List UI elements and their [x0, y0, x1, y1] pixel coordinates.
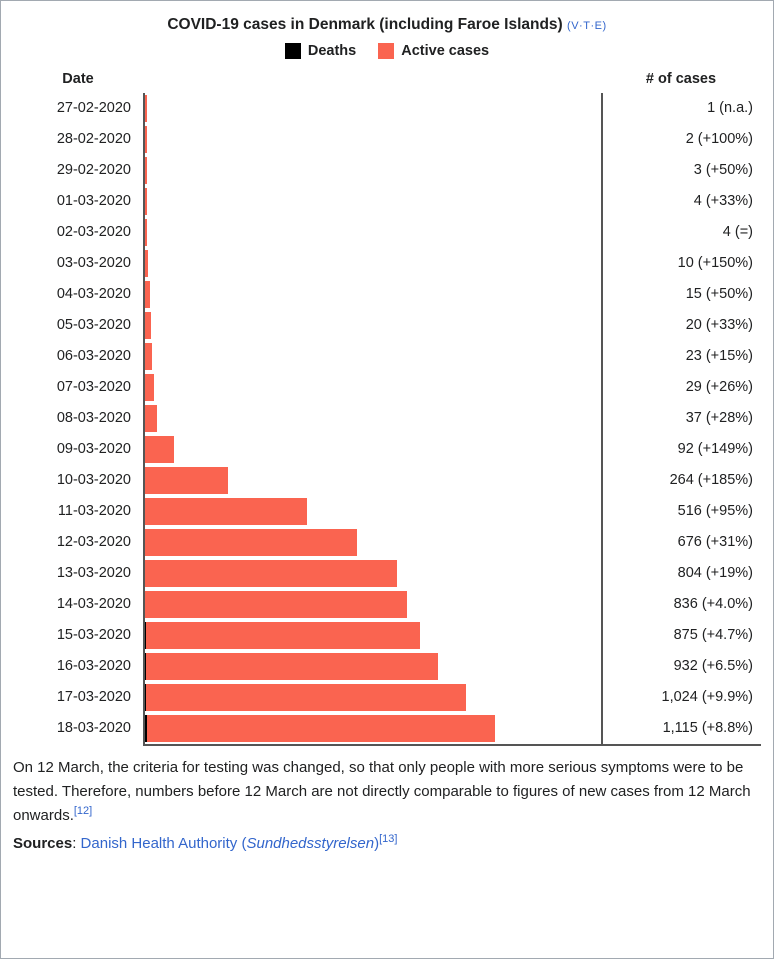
- vte-separator-2: ·: [590, 20, 595, 32]
- row-bar-area: [143, 124, 601, 155]
- row-date-label: 05-03-2020: [56, 317, 131, 334]
- bar-segment-active-cases: [146, 653, 437, 680]
- chart-row: [13, 155, 761, 186]
- column-header-cases: # of cases: [645, 71, 717, 88]
- sources-reference-13[interactable]: [13]: [379, 833, 398, 846]
- row-date-label: 08-03-2020: [56, 410, 131, 427]
- row-bar-wrap: [145, 281, 150, 308]
- row-cases-label: 516 (+95%): [601, 496, 761, 527]
- vte-links[interactable]: [567, 20, 607, 32]
- bar-segment-active-cases: [145, 126, 147, 153]
- row-bar-area: [143, 186, 601, 217]
- row-bar-wrap: [145, 188, 147, 215]
- row-cases-label: 29 (+26%): [601, 372, 761, 403]
- chart-row: [13, 651, 761, 682]
- bar-segment-active-cases: [145, 498, 307, 525]
- legend-item-active-cases: [378, 43, 489, 59]
- bar-segment-active-cases: [145, 374, 154, 401]
- row-date-label: 03-03-2020: [56, 255, 131, 272]
- row-cases-label: 264 (+185%): [601, 465, 761, 496]
- row-bar-area: [143, 465, 601, 496]
- row-bar-area: [143, 310, 601, 341]
- row-bar-wrap: [145, 312, 151, 339]
- bar-segment-active-cases: [145, 343, 152, 370]
- chart-title: COVID-19 cases in Denmark (including Faroe Islands): [167, 16, 563, 33]
- chart-row: [13, 217, 761, 248]
- row-bar-area: [143, 682, 601, 713]
- bar-segment-active-cases: [146, 622, 420, 649]
- sources-label: Sources: [13, 835, 73, 853]
- row-bar-wrap: [145, 95, 147, 122]
- bar-segment-active-cases: [145, 157, 147, 184]
- column-header-spacer: [143, 71, 601, 87]
- row-date-label: 29-02-2020: [56, 162, 131, 179]
- row-cases-label: 15 (+50%): [601, 279, 761, 310]
- row-bar-wrap: [145, 622, 420, 649]
- row-date-label: 13-03-2020: [56, 565, 131, 582]
- chart-sources: [13, 831, 761, 856]
- row-bar-wrap: [145, 529, 357, 556]
- row-bar-area: [143, 496, 601, 527]
- vte-open-paren: (: [567, 20, 572, 32]
- row-date-label: 06-03-2020: [56, 348, 131, 365]
- row-date-label: 01-03-2020: [56, 193, 131, 210]
- chart-row: [13, 279, 761, 310]
- bar-segment-active-cases: [145, 591, 407, 618]
- footnote-text: On 12 March, the criteria for testing was changed, so that only people with more serious symptoms were to be tested. Therefore, numbers before 12 March are not directly comparable to figures of new cases from 12 March onwards.: [13, 759, 751, 824]
- source-link-danish-health-authority[interactable]: [81, 835, 380, 852]
- chart-row: [13, 434, 761, 465]
- row-date-label: 07-03-2020: [56, 379, 131, 396]
- chart-baseline-axis: [143, 744, 761, 746]
- bar-segment-active-cases: [145, 529, 357, 556]
- chart-row: [13, 682, 761, 713]
- row-cases-label: 804 (+19%): [601, 558, 761, 589]
- row-bar-area: [143, 713, 601, 744]
- bar-segment-active-cases: [145, 219, 147, 246]
- row-date-label: 02-03-2020: [56, 224, 131, 241]
- bar-segment-active-cases: [145, 405, 157, 432]
- row-cases-label: 2 (+100%): [601, 124, 761, 155]
- page-title: [13, 11, 761, 34]
- row-date-label: 27-02-2020: [56, 100, 131, 117]
- legend-item-deaths: [285, 43, 356, 59]
- row-bar-wrap: [145, 157, 147, 184]
- chart-row: [13, 372, 761, 403]
- source-link-post: ): [374, 835, 380, 853]
- row-date-label: 14-03-2020: [56, 596, 131, 613]
- sources-colon: :: [72, 835, 81, 853]
- footnote-reference-12[interactable]: [12]: [73, 804, 93, 817]
- row-date-label: 18-03-2020: [56, 720, 131, 737]
- row-bar-wrap: [145, 126, 147, 153]
- row-cases-label: 932 (+6.5%): [601, 651, 761, 682]
- row-cases-label: 23 (+15%): [601, 341, 761, 372]
- row-bar-wrap: [145, 374, 154, 401]
- row-cases-label: 20 (+33%): [601, 310, 761, 341]
- bar-segment-active-cases: [145, 467, 228, 494]
- row-date-label: 12-03-2020: [56, 534, 131, 551]
- row-date-label: 04-03-2020: [56, 286, 131, 303]
- row-date-label: 17-03-2020: [56, 689, 131, 706]
- row-date-label: 09-03-2020: [56, 441, 131, 458]
- row-cases-label: 10 (+150%): [601, 248, 761, 279]
- row-date-label: 11-03-2020: [57, 503, 131, 520]
- row-date-label: 10-03-2020: [56, 472, 131, 489]
- row-bar-area: [143, 434, 601, 465]
- row-cases-label: 4 (=): [601, 217, 761, 248]
- row-bar-wrap: [145, 467, 228, 494]
- row-bar-wrap: [145, 219, 147, 246]
- chart-row: [13, 93, 761, 124]
- row-bar-wrap: [145, 436, 174, 463]
- row-bar-wrap: [145, 653, 438, 680]
- chart-row: [13, 124, 761, 155]
- legend-label-deaths: Deaths: [307, 43, 357, 60]
- chart-row: [13, 620, 761, 651]
- bar-segment-active-cases: [145, 95, 147, 122]
- row-date-label: 28-02-2020: [56, 131, 131, 148]
- edit-link[interactable]: E: [594, 20, 603, 32]
- bar-segment-active-cases: [145, 188, 147, 215]
- row-bar-area: [143, 155, 601, 186]
- row-cases-label: 92 (+149%): [601, 434, 761, 465]
- bar-chart: [13, 93, 761, 744]
- column-headers: [13, 71, 761, 87]
- row-bar-area: [143, 341, 601, 372]
- row-cases-label: 1,024 (+9.9%): [601, 682, 761, 713]
- row-bar-wrap: [145, 343, 152, 370]
- row-bar-area: [143, 93, 601, 124]
- talk-link[interactable]: T: [583, 20, 591, 32]
- column-header-date: Date: [62, 71, 94, 88]
- bar-segment-active-cases: [145, 436, 174, 463]
- row-bar-wrap: [145, 498, 307, 525]
- row-bar-wrap: [145, 684, 466, 711]
- row-bar-area: [143, 279, 601, 310]
- row-bar-area: [143, 217, 601, 248]
- chart-row: [13, 341, 761, 372]
- bar-segment-active-cases: [145, 250, 148, 277]
- row-cases-label: 1 (n.a.): [601, 93, 761, 124]
- row-bar-area: [143, 248, 601, 279]
- chart-footnote: [13, 756, 761, 827]
- row-cases-label: 836 (+4.0%): [601, 589, 761, 620]
- row-bar-area: [143, 403, 601, 434]
- legend-swatch-active-cases: [378, 43, 394, 59]
- row-cases-label: 4 (+33%): [601, 186, 761, 217]
- row-bar-wrap: [145, 405, 157, 432]
- row-cases-label: 37 (+28%): [601, 403, 761, 434]
- row-bar-area: [143, 372, 601, 403]
- row-date-label: 16-03-2020: [56, 658, 131, 675]
- legend-label-active-cases: Active cases: [401, 43, 490, 60]
- row-bar-area: [143, 558, 601, 589]
- legend-swatch-deaths: [285, 43, 301, 59]
- row-bar-area: [143, 620, 601, 651]
- chart-row: [13, 465, 761, 496]
- bar-segment-active-cases: [145, 312, 151, 339]
- source-link-pre: Danish Health Authority (: [80, 835, 247, 853]
- chart-row: [13, 186, 761, 217]
- chart-row: [13, 558, 761, 589]
- bar-segment-active-cases: [145, 281, 150, 308]
- row-bar-area: [143, 527, 601, 558]
- row-cases-label: 875 (+4.7%): [601, 620, 761, 651]
- bar-segment-active-cases: [146, 684, 466, 711]
- chart-row: [13, 713, 761, 744]
- row-bar-wrap: [145, 560, 397, 587]
- chart-row: [13, 589, 761, 620]
- row-cases-label: 1,115 (+8.8%): [601, 713, 761, 744]
- vte-close-paren: ): [602, 20, 607, 32]
- chart-row: [13, 310, 761, 341]
- row-bar-wrap: [145, 250, 148, 277]
- chart-row: [13, 527, 761, 558]
- source-link-italic: Sundhedsstyrelsen: [246, 835, 375, 853]
- row-cases-label: 676 (+31%): [601, 527, 761, 558]
- vte-separator-1: ·: [579, 20, 584, 32]
- row-bar-wrap: [145, 715, 495, 742]
- row-bar-area: [143, 651, 601, 682]
- row-bar-wrap: [145, 591, 407, 618]
- row-cases-label: 3 (+50%): [601, 155, 761, 186]
- row-bar-area: [143, 589, 601, 620]
- bar-segment-active-cases: [147, 715, 495, 742]
- chart-row: [13, 496, 761, 527]
- view-link[interactable]: V: [571, 20, 580, 32]
- row-date-label: 15-03-2020: [56, 627, 131, 644]
- chart-legend: [13, 43, 761, 59]
- bar-segment-active-cases: [145, 560, 397, 587]
- chart-row: [13, 248, 761, 279]
- chart-row: [13, 403, 761, 434]
